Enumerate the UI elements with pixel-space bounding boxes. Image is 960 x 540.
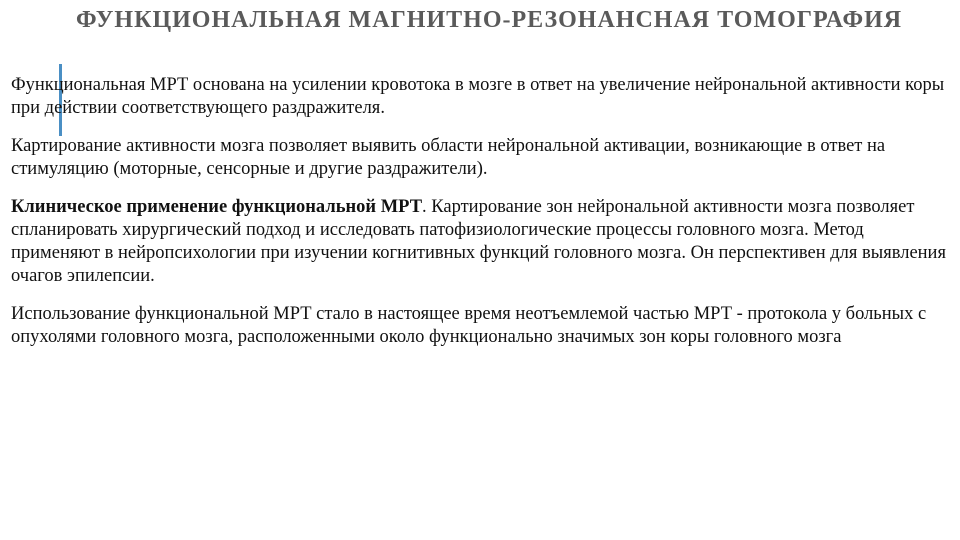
paragraph-text: Использование функциональной МРТ стало в настоящее время неотъемлемой частью МРТ - протокола у больных с опухолями головного мозга, расположенными около функционально значимых зон коры головного мозга: [11, 304, 927, 347]
paragraph-bold-heading: Клиническое применение функциональной МРТ: [11, 197, 423, 217]
paragraph-brain-mapping: [11, 135, 956, 181]
paragraph-text: Картирование активности мозга позволяет выявить области нейрональной активации, возникающие в ответ на стимуляцию (моторные, сенсорные и другие раздражители).: [11, 136, 886, 179]
paragraph-clinical-use: [11, 196, 956, 288]
slide-body: [11, 74, 956, 364]
paragraph-fmri-basis: [11, 74, 956, 120]
paragraph-tumor-protocol: [11, 303, 956, 349]
paragraph-text: . Картирование зон нейрональной активности мозга позволяет спланировать хирургический подход и исследовать патофизиологические процессы головного мозга. Метод применяют в нейропсихологии при изучении когнитивных функций головного мозга. Он перспективен для выявления очагов эпилепсии.: [11, 197, 946, 286]
paragraph-text: Функциональная МРТ основана на усилении кровотока в мозге в ответ на увеличение нейрональной активности коры при действии соответствующего раздражителя.: [11, 75, 945, 118]
slide-title: ФУНКЦИОНАЛЬНАЯ МАГНИТНО-РЕЗОНАНСНАЯ ТОМОГРАФИЯ: [76, 7, 903, 33]
